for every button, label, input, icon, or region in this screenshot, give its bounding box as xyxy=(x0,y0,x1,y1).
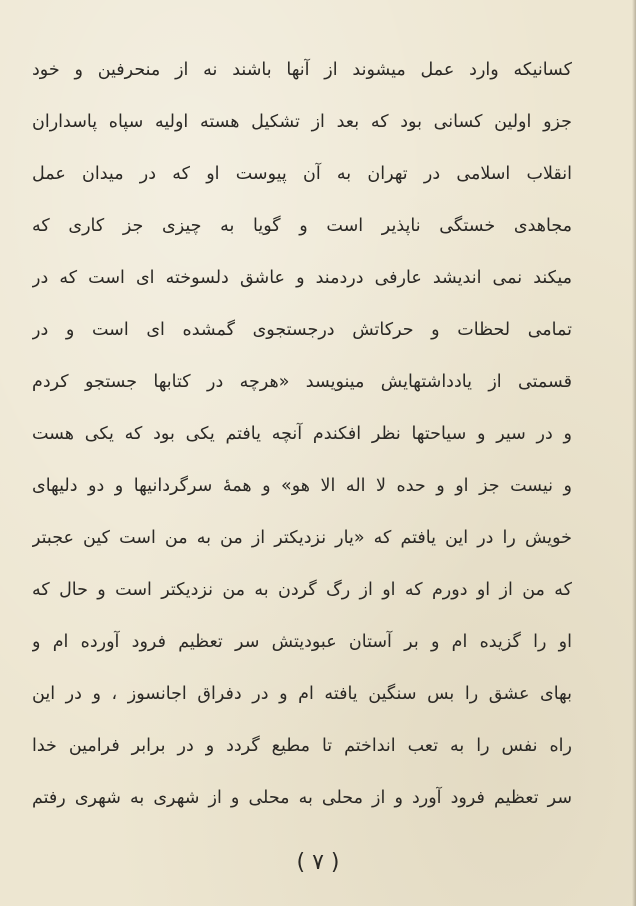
text-line: جزو اولین کسانی بود که بعد از تشکیل هسته اولیه سپاه پاسداران xyxy=(32,112,572,132)
text-line: و نیست جز او و حده لا اله الا هو» و همهٔ سرگردانیها و دو دلیهای xyxy=(32,476,572,496)
text-line: خویش را در این یافتم که «یار نزدیکتر از من به من است کین عجبتر xyxy=(32,528,572,548)
text-line: سر تعظیم فرود آورد و از محلی به محلی و از شهری به شهری رفتم xyxy=(32,788,572,808)
text-line: مجاهدی خستگی ناپذیر است و گویا به چیزی جز کاری که xyxy=(32,216,572,236)
page-number: ( ۷ ) xyxy=(296,850,340,875)
text-line: تمامی لحظات و حرکاتش درجستجوی گمشده ای است و در xyxy=(32,320,572,340)
text-line: او را گزیده ام و بر آستان عبودیتش سر تعظیم فرود آورده ام و xyxy=(32,632,572,652)
text-line: میکند نمی اندیشد عارفی دردمند و عاشق دلسوخته ای است که در xyxy=(32,268,572,288)
text-line: راه نفس را به تعب انداختم تا مطیع گردد و در برابر فرامین خدا xyxy=(32,736,572,756)
text-line: که من از او دورم که او از رگ گردن به من نزدیکتر است و حال که xyxy=(32,580,572,600)
page-edge-shadow xyxy=(632,0,636,906)
text-line: کسانیکه وارد عمل میشوند از آنها باشند نه از منحرفین و خود xyxy=(32,60,572,80)
text-line: و در سیر و سیاحتها نظر افکندم آنچه یافتم یکی بود که یکی هست xyxy=(32,424,572,444)
text-line: قسمتی از یادداشتهایش مینویسد «هرچه در کتابها جستجو کردم xyxy=(32,372,572,392)
body-text xyxy=(32,44,572,824)
text-line: بهای عشق را بس سنگین یافته ام و در دفراق اجانسوز ، و در این xyxy=(32,684,572,704)
text-line: انقلاب اسلامی در تهران به آن پیوست او که در میدان عمل xyxy=(32,164,572,184)
